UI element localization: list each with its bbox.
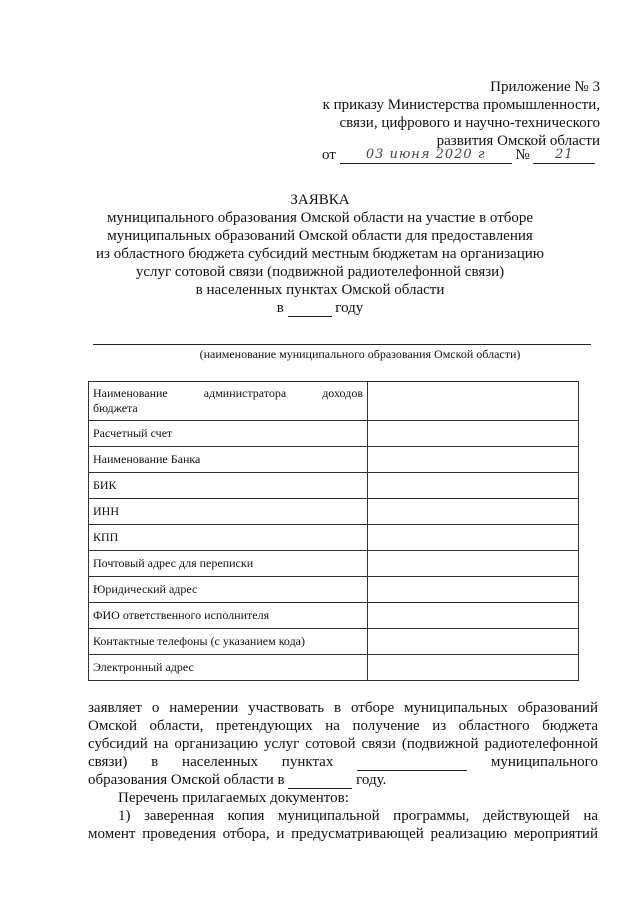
paragraph-line [88, 771, 598, 789]
table-row [89, 525, 579, 551]
table-cell-value [368, 525, 579, 551]
number-label: № [515, 147, 530, 163]
handwritten-date: 03 июня 2020 г [365, 147, 486, 162]
title-line-3: из областного бюджета субсидий местным бюджетам на организацию [96, 246, 544, 262]
table-cell-value [368, 603, 579, 629]
handwritten-number: 21 [555, 147, 574, 162]
text-span: в [151, 754, 159, 770]
table-cell-label: Расчетный счет [89, 421, 368, 447]
table-cell-label: БИК [89, 473, 368, 499]
paragraph-line [88, 753, 598, 771]
table-cell-value [368, 473, 579, 499]
table-row [89, 629, 579, 655]
paragraph-line: Омской области, претендующих на получение из областного бюджета [88, 718, 598, 734]
year-prefix: в [276, 300, 284, 316]
title-line-5: в населенных пунктах Омской области [195, 282, 445, 298]
title-year-line [0, 299, 640, 317]
order-line-3: развития Омской области [436, 133, 600, 149]
table-cell-value [368, 629, 579, 655]
text-span: году. [356, 772, 387, 788]
table-row [89, 655, 579, 681]
table-row [89, 577, 579, 603]
text-span: населенных [182, 754, 259, 770]
table-cell-value [368, 447, 579, 473]
table-cell-value [368, 382, 579, 421]
label-part: доходов [322, 386, 363, 400]
paragraph-line: заявляет о намерении участвовать в отборе муниципальных образований [88, 700, 598, 716]
table-cell-value [368, 551, 579, 577]
year-blank-2 [288, 774, 352, 789]
title-line-2: муниципальных образований Омской области для предоставления [107, 228, 533, 244]
table-cell-label: КПП [89, 525, 368, 551]
settlements-blank [357, 756, 467, 771]
municipality-caption: (наименование муниципального образования Омской области) [199, 347, 521, 361]
label-part: администратора [203, 386, 287, 400]
municipality-name-line [93, 344, 591, 345]
table-row [89, 603, 579, 629]
paragraph-line: субсидий на организацию услуг сотовой связи (подвижной радиотелефонной [88, 736, 598, 752]
table-cell-label: ИНН [89, 499, 368, 525]
requisites-table [88, 381, 579, 681]
table-cell-value [368, 421, 579, 447]
order-number-field [533, 146, 595, 164]
title-heading: ЗАЯВКА [290, 192, 350, 208]
title-line-1: муниципального образования Омской области на участие в отборе [106, 210, 534, 226]
document-item-line: 1) заверенная копия муниципальной программы, действующей на [118, 808, 598, 824]
table-row [89, 447, 579, 473]
table-row [89, 382, 579, 421]
table-cell-label: Контактные телефоны (с указанием кода) [89, 629, 368, 655]
table-row [89, 473, 579, 499]
table-cell-label [89, 382, 368, 421]
table-cell-value [368, 655, 579, 681]
label-part: бюджета [93, 401, 138, 415]
appendix-number: Приложение № 3 [490, 79, 600, 95]
order-date-line [322, 146, 595, 164]
text-span: образования Омской области в [88, 772, 285, 788]
title-line-4: услуг сотовой связи (подвижной радиотелефонной связи) [135, 264, 505, 280]
documents-heading: Перечень прилагаемых документов: [118, 790, 349, 806]
order-line-1: к приказу Министерства промышленности, [322, 97, 600, 113]
order-date-field [340, 146, 512, 164]
table-row [89, 421, 579, 447]
text-span: пунктах [281, 754, 334, 770]
declaration-paragraph [88, 699, 598, 843]
label-part: Наименование [93, 386, 168, 400]
table-cell-value [368, 499, 579, 525]
document-item-line: момент проведения отбора, и предусматривающей реализацию мероприятий [88, 826, 598, 842]
table-cell-label: ФИО ответственного исполнителя [89, 603, 368, 629]
table-row [89, 551, 579, 577]
from-label: от [322, 147, 336, 163]
year-suffix: году [335, 300, 364, 316]
table-cell-value [368, 577, 579, 603]
application-title [0, 191, 640, 317]
appendix-header [323, 78, 600, 150]
text-span: муниципального [490, 754, 598, 770]
order-line-2: связи, цифрового и научно-технического [339, 115, 600, 131]
table-cell-label: Электронный адрес [89, 655, 368, 681]
year-blank [288, 302, 332, 317]
table-cell-label: Почтовый адрес для переписки [89, 551, 368, 577]
table-cell-label: Наименование Банка [89, 447, 368, 473]
text-span: связи) [88, 754, 128, 770]
table-cell-label: Юридический адрес [89, 577, 368, 603]
table-row [89, 499, 579, 525]
